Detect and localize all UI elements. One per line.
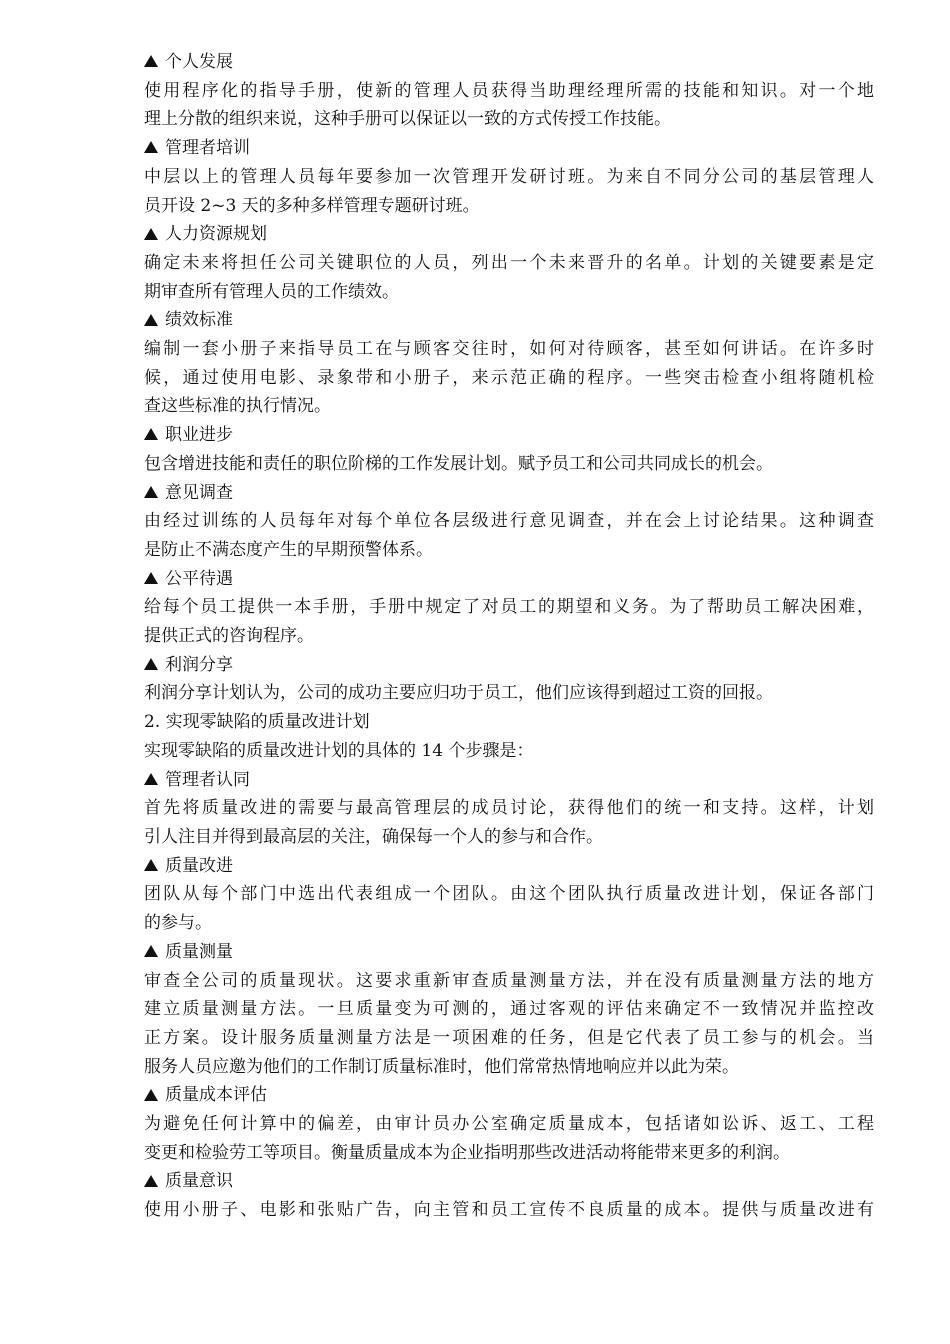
section-fair-treatment (144, 565, 874, 651)
body-line: 理上分散的组织来说，这种手册可以保证以一致的方式传授工作技能。 (144, 109, 671, 130)
body-line: 的参与。 (144, 913, 212, 934)
body-line: 使用小册子、电影和张贴广告，向主管和员工宣传不良质量的成本。提供与质量改进有 (144, 1200, 874, 1221)
body-line: 由经过训练的人员每年对每个单位各层级进行意见调查，并在会上讨论结果。这种调查 (144, 511, 874, 532)
section-heading: 意见调查 (144, 479, 874, 508)
section-heading: 职业进步 (144, 421, 874, 450)
body-line: 利润分享计划认为，公司的成功主要应归功于员工，他们应该得到超过工资的回报。 (144, 683, 773, 704)
triangle-bullet-icon (144, 658, 158, 670)
section-heading: 质量测量 (144, 938, 874, 967)
section-heading: 绩效标准 (144, 306, 874, 335)
triangle-bullet-icon (144, 1089, 158, 1101)
body-line: 确定未来将担任公司关键职位的人员，列出一个未来晋升的名单。计划的关键要素是定 (144, 252, 874, 273)
triangle-bullet-icon (144, 572, 158, 584)
section-profit-sharing (144, 651, 874, 708)
body-line: 提供正式的咨询程序。 (144, 626, 314, 647)
section-quality-awareness (144, 1167, 874, 1224)
triangle-bullet-icon (144, 141, 158, 153)
body-line: 变更和检验劳工等项目。衡量质量成本为企业指明那些改进活动将能带来更多的利润。 (144, 1142, 790, 1163)
section-management-commitment (144, 766, 874, 852)
section-personal-development (144, 48, 874, 134)
body-line: 首先将质量改进的需要与最高管理层的成员讨论，获得他们的统一和支持。这样，计划 (144, 798, 874, 819)
section-heading: 质量改进 (144, 852, 874, 881)
section-heading: 个人发展 (144, 48, 874, 77)
triangle-bullet-icon (144, 55, 158, 67)
triangle-bullet-icon (144, 228, 158, 240)
section-performance-standards (144, 306, 874, 421)
body-line: 给每个员工提供一本手册，手册中规定了对员工的期望和义务。为了帮助员工解决困难， (144, 597, 874, 618)
section-heading: 公平待遇 (144, 565, 874, 594)
body-line: 包含增进技能和责任的职位阶梯的工作发展计划。赋予员工和公司共同成长的机会。 (144, 453, 773, 474)
body-line: 查这些标准的执行情况。 (144, 396, 331, 417)
body-line: 引人注目并得到最高层的关注，确保每一个人的参与和合作。 (144, 826, 603, 847)
section-heading: 人力资源规划 (144, 220, 874, 249)
body-line: 中层以上的管理人员每年要参加一次管理开发研讨班。为来自不同分公司的基层管理人 (144, 166, 874, 187)
body-line: 编制一套小册子来指导员工在与顾客交往时，如何对待顾客，甚至如何讲话。在许多时 (144, 339, 874, 360)
body-line: 团队从每个部门中选出代表组成一个团队。由这个团队执行质量改进计划，保证各部门 (144, 884, 874, 905)
body-line: 使用程序化的指导手册，使新的管理人员获得当助理经理所需的技能和知识。对一个地 (144, 80, 874, 101)
body-line: 审查全公司的质量现状。这要求重新审查质量测量方法，并在没有质量测量方法的地方 (144, 970, 874, 991)
section-quality-improvement (144, 852, 874, 938)
body-line: 是防止不满态度产生的早期预警体系。 (144, 539, 433, 560)
body-line: 建立质量测量方法。一旦质量变为可测的，通过客观的评估来确定不一致情况并监控改 (144, 999, 874, 1020)
body-line: 为避免任何计算中的偏差，由审计员办公室确定质量成本，包括诸如讼诉、返工、工程 (144, 1114, 874, 1135)
section-manager-training (144, 134, 874, 220)
section-career-advancement (144, 421, 874, 478)
triangle-bullet-icon (144, 314, 158, 326)
triangle-bullet-icon (144, 428, 158, 440)
triangle-bullet-icon (144, 945, 158, 957)
triangle-bullet-icon (144, 486, 158, 498)
section-quality-cost (144, 1081, 874, 1167)
body-line: 服务人员应邀为他们的工作制订质量标准时，他们常常热情地响应并以此为荣。 (144, 1056, 739, 1077)
body-line: 正方案。设计服务质量测量方法是一项困难的任务，但是它代表了员工参与的机会。当 (144, 1027, 874, 1048)
body-line: 候，通过使用电影、录象带和小册子，来示范正确的程序。一些突击检查小组将随机检 (144, 367, 874, 388)
section-heading: 管理者认同 (144, 766, 874, 795)
part2-title: 2. 实现零缺陷的质量改进计划 (144, 712, 370, 733)
triangle-bullet-icon (144, 773, 158, 785)
body-line: 期审查所有管理人员的工作绩效。 (144, 281, 399, 302)
section-heading: 质量意识 (144, 1167, 874, 1196)
triangle-bullet-icon (144, 859, 158, 871)
section-hr-planning (144, 220, 874, 306)
document-page (144, 48, 874, 1225)
part2-intro: 实现零缺陷的质量改进计划的具体的 14 个步骤是： (144, 740, 534, 761)
section-heading: 利润分享 (144, 651, 874, 680)
section-heading: 管理者培训 (144, 134, 874, 163)
section-opinion-survey (144, 479, 874, 565)
body-line: 员开设 2~3 天的多种多样管理专题研讨班。 (144, 195, 480, 216)
section-heading: 质量成本评估 (144, 1081, 874, 1110)
section-quality-measurement (144, 938, 874, 1082)
triangle-bullet-icon (144, 1175, 158, 1187)
